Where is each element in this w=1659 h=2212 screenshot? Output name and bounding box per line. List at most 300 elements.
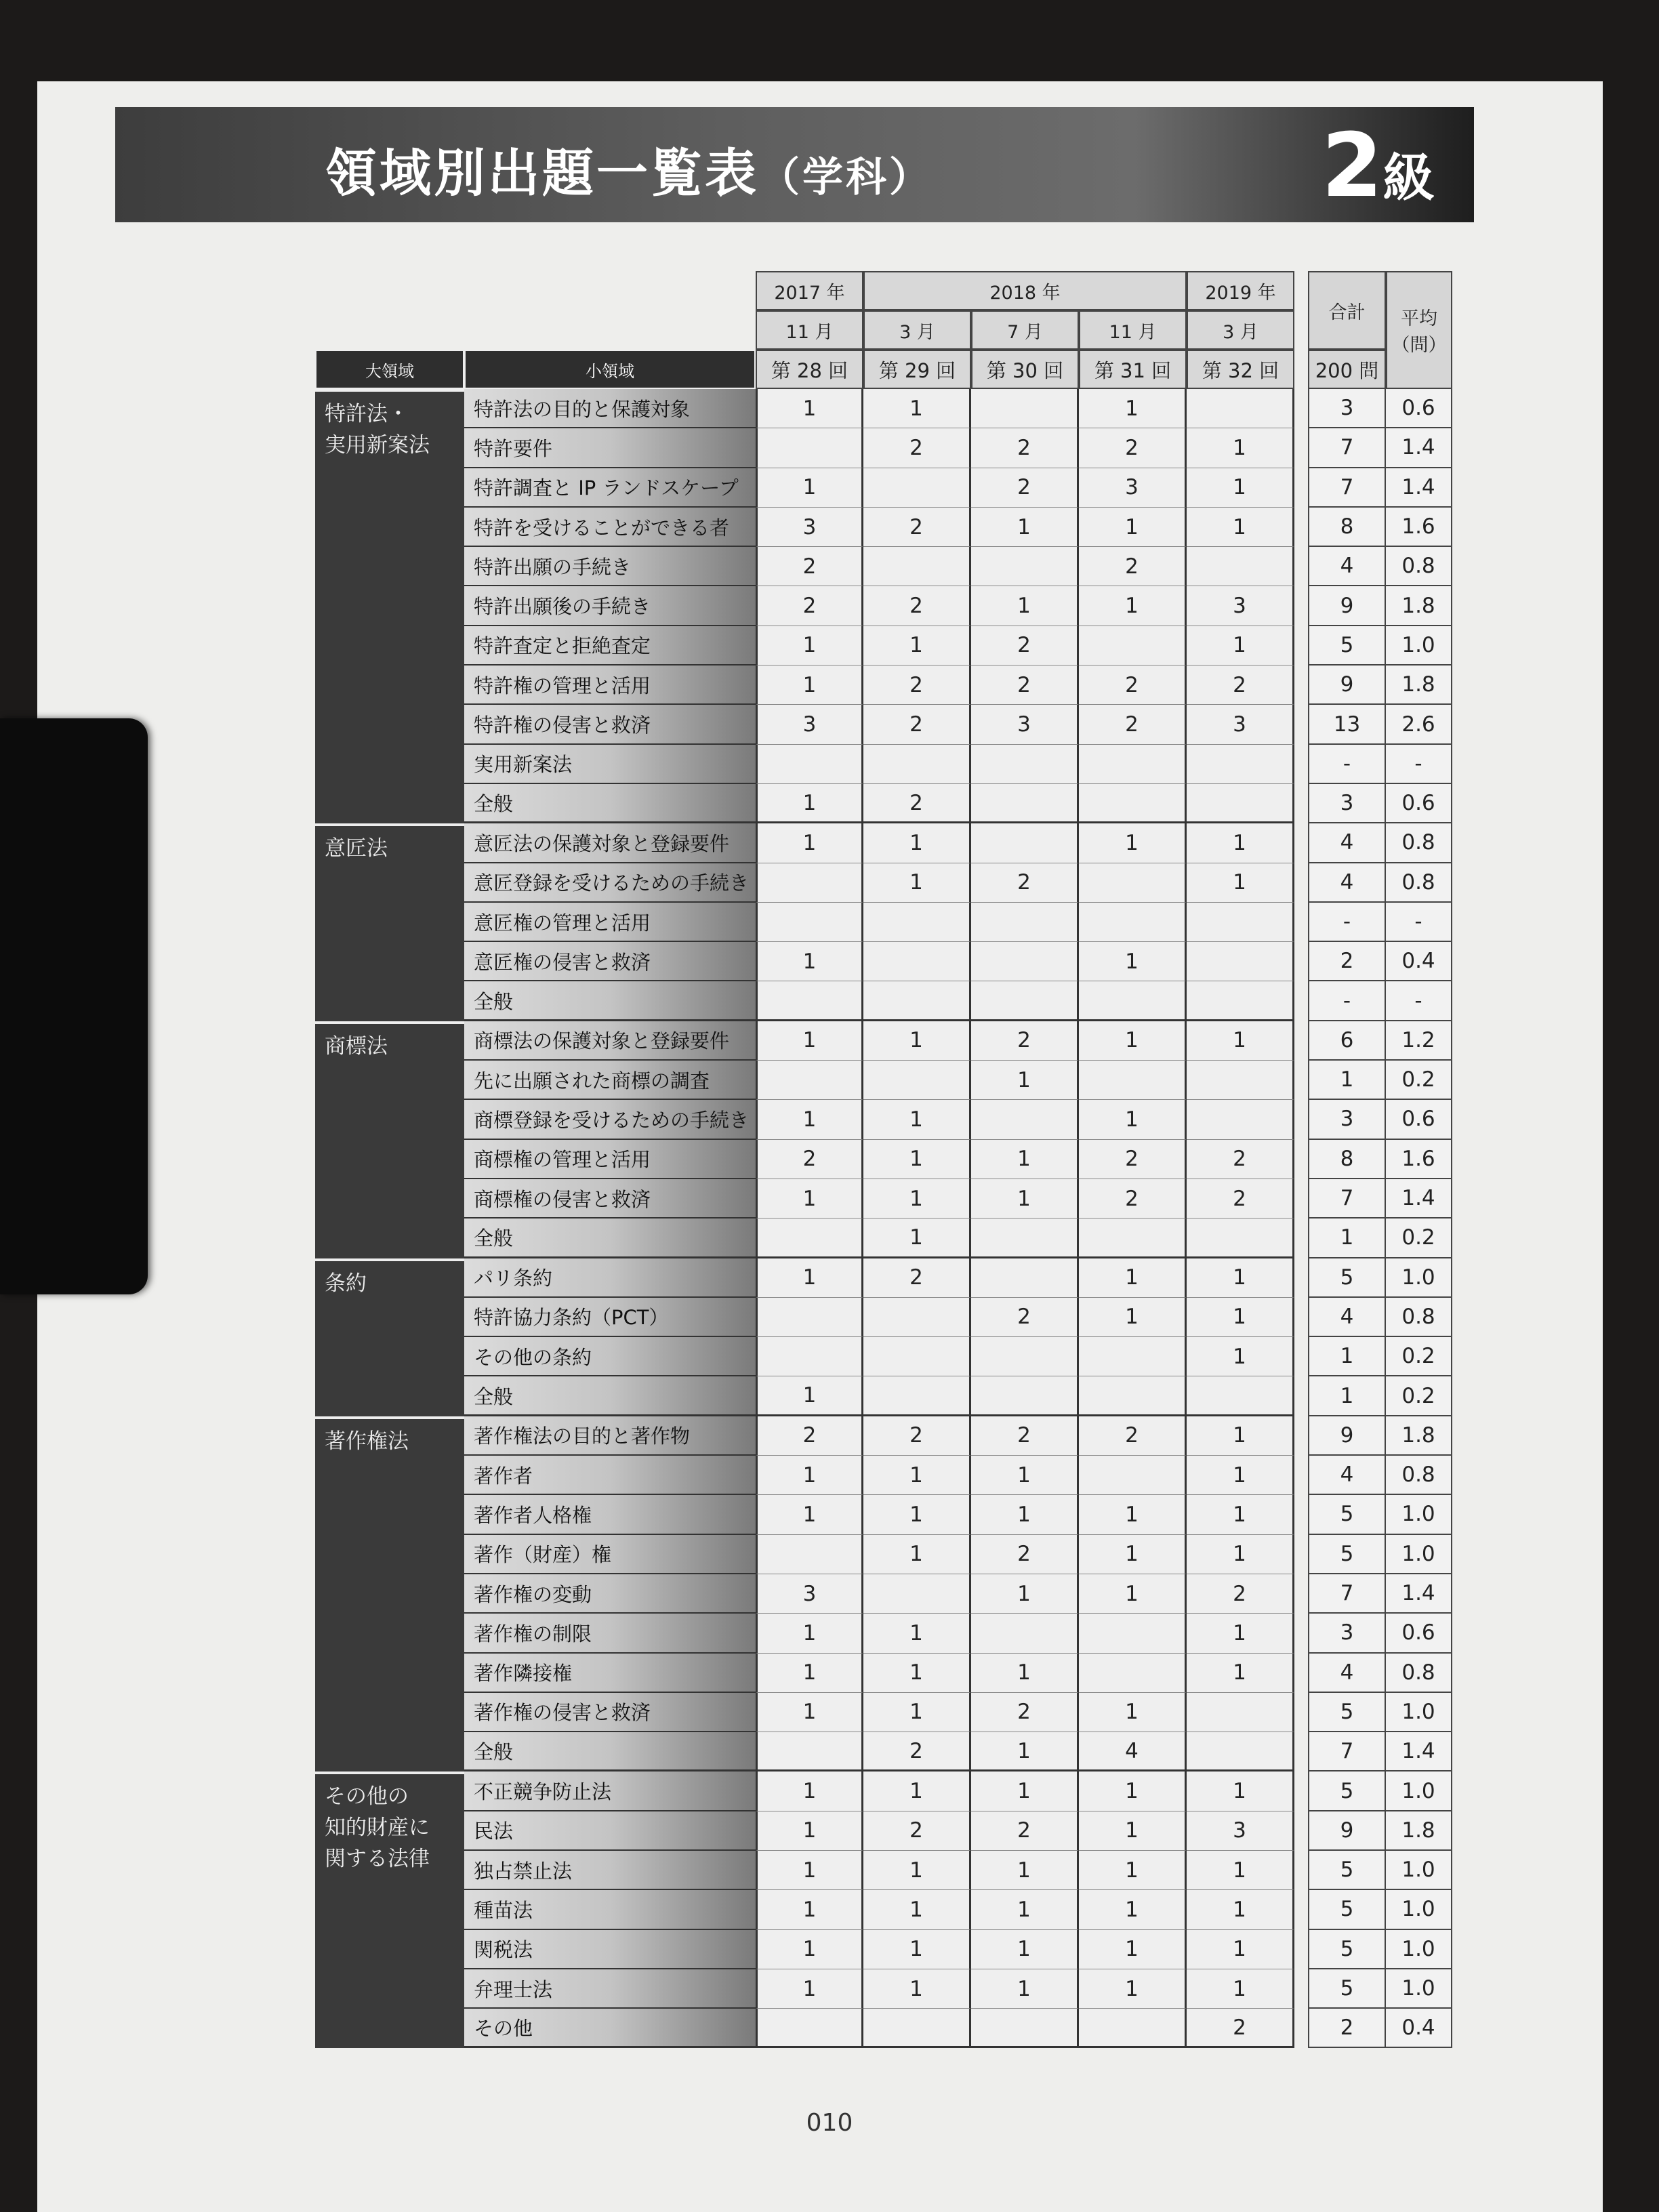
session-count-cell — [756, 1218, 863, 1258]
session-count-cell: 1 — [1079, 823, 1187, 863]
average-cell: 1.8 — [1386, 665, 1452, 705]
session-count-cell: 1 — [1187, 1771, 1294, 1811]
average-cell: 0.8 — [1386, 863, 1452, 903]
session-count-cell: 1 — [756, 1969, 863, 2009]
session-count-cell: 1 — [971, 1179, 1079, 1218]
minor-domain-label: 意匠権の侵害と救済 — [464, 942, 756, 981]
session-count-cell: 1 — [971, 1495, 1079, 1534]
average-label: 平均 — [1401, 308, 1437, 329]
session-header: 第 28 回 — [756, 350, 863, 389]
session-count-cell — [971, 1614, 1079, 1653]
average-cell: 1.8 — [1386, 586, 1452, 626]
minor-domain-label: 特許法の目的と保護対象 — [464, 389, 756, 428]
session-count-cell: 1 — [971, 1771, 1079, 1811]
session-count-cell — [863, 2009, 971, 2048]
session-count-cell: 1 — [1187, 1495, 1294, 1534]
session-count-cell: 1 — [863, 1890, 971, 1929]
session-count-cell — [1187, 903, 1294, 942]
session-count-cell: 1 — [756, 942, 863, 981]
session-count-cell: 1 — [756, 389, 863, 428]
session-count-cell — [971, 1337, 1079, 1376]
total-questions: 200 問 — [1308, 350, 1386, 389]
session-count-cell: 1 — [756, 784, 863, 823]
total-cell: 4 — [1308, 1456, 1386, 1495]
session-count-cell: 2 — [756, 1416, 863, 1456]
session-count-cell: 2 — [1079, 665, 1187, 705]
session-count-cell: 2 — [971, 1298, 1079, 1337]
minor-domain-label: 著作権法の目的と著作物 — [464, 1416, 756, 1456]
session-header: 第 31 回 — [1079, 350, 1187, 389]
total-cell: 9 — [1308, 665, 1386, 705]
average-cell: 1.8 — [1386, 1811, 1452, 1851]
session-count-cell — [863, 547, 971, 586]
average-cell: - — [1386, 745, 1452, 784]
average-cell: 0.8 — [1386, 1654, 1452, 1693]
session-count-cell: 1 — [971, 1930, 1079, 1969]
session-count-cell: 1 — [756, 1258, 863, 1298]
average-cell: 1.6 — [1386, 1140, 1452, 1179]
session-count-cell: 2 — [1079, 547, 1187, 586]
session-count-cell — [756, 903, 863, 942]
page-number: 010 — [806, 2109, 853, 2137]
session-count-cell: 1 — [1079, 1535, 1187, 1574]
session-count-cell: 1 — [971, 1890, 1079, 1929]
session-count-cell: 1 — [756, 1100, 863, 1139]
session-count-cell: 3 — [756, 705, 863, 744]
minor-domain-label: 特許要件 — [464, 428, 756, 468]
session-count-cell — [1187, 942, 1294, 981]
total-cell: 2 — [1308, 942, 1386, 981]
session-count-cell: 1 — [863, 1535, 971, 1574]
session-count-cell: 3 — [1079, 468, 1187, 508]
total-cell: 5 — [1308, 1495, 1386, 1534]
session-count-cell: 1 — [1079, 942, 1187, 981]
session-count-cell — [1187, 745, 1294, 784]
major-domain-label: 著作権法 — [315, 1416, 464, 1772]
total-cell: 5 — [1308, 1693, 1386, 1732]
session-count-cell: 1 — [1187, 468, 1294, 508]
session-count-cell: 1 — [971, 1061, 1079, 1100]
session-count-cell: 1 — [756, 1693, 863, 1732]
session-count-cell: 1 — [971, 586, 1079, 626]
minor-domain-label: 独占禁止法 — [464, 1851, 756, 1890]
average-cell: 0.6 — [1386, 389, 1452, 428]
average-cell: 1.2 — [1386, 1021, 1452, 1061]
minor-domain-label: 全般 — [464, 1218, 756, 1258]
session-count-cell — [756, 981, 863, 1021]
session-count-cell: 1 — [1079, 1298, 1187, 1337]
session-count-cell — [1079, 626, 1187, 665]
session-count-cell: 1 — [756, 1930, 863, 1969]
minor-domain-label: 全般 — [464, 981, 756, 1021]
session-count-cell: 2 — [756, 586, 863, 626]
session-count-cell — [971, 784, 1079, 823]
session-count-cell: 1 — [1187, 863, 1294, 903]
minor-domain-label: その他 — [464, 2009, 756, 2048]
session-count-cell: 1 — [1079, 1811, 1187, 1851]
minor-domain-label: 特許調査と IP ランドスケープ — [464, 468, 756, 508]
session-count-cell: 1 — [971, 1732, 1079, 1771]
session-count-cell — [971, 903, 1079, 942]
session-count-cell: 1 — [863, 626, 971, 665]
session-count-cell: 4 — [1079, 1732, 1187, 1771]
session-count-cell: 3 — [1187, 1811, 1294, 1851]
session-count-cell — [1079, 1456, 1187, 1495]
average-cell: 1.4 — [1386, 468, 1452, 508]
session-count-cell: 2 — [971, 1535, 1079, 1574]
average-unit: （問） — [1391, 335, 1447, 356]
year-2017: 2017 年 — [756, 271, 863, 310]
page-title — [325, 132, 933, 206]
minor-domain-label: 著作者 — [464, 1456, 756, 1495]
total-cell: 5 — [1308, 1258, 1386, 1298]
average-cell: 1.0 — [1386, 1535, 1452, 1574]
session-count-cell: 2 — [863, 1811, 971, 1851]
session-count-cell: 1 — [1187, 1969, 1294, 2009]
minor-domain-label: 民法 — [464, 1811, 756, 1851]
session-count-cell — [863, 1574, 971, 1614]
month-header: 3 月 — [1187, 310, 1294, 350]
session-count-cell — [863, 903, 971, 942]
session-count-cell: 1 — [971, 508, 1079, 547]
major-domain-label: 特許法・ 実用新案法 — [315, 389, 464, 823]
total-cell: 13 — [1308, 705, 1386, 744]
session-count-cell: 2 — [756, 547, 863, 586]
session-count-cell — [863, 745, 971, 784]
minor-domain-label: 特許出願の手続き — [464, 547, 756, 586]
average-cell: 0.8 — [1386, 823, 1452, 863]
total-cell: 3 — [1308, 1614, 1386, 1653]
session-count-cell — [1187, 981, 1294, 1021]
average-cell: 0.2 — [1386, 1337, 1452, 1376]
session-count-cell: 1 — [756, 1851, 863, 1890]
session-count-cell: 1 — [971, 1969, 1079, 2009]
session-count-cell: 2 — [1187, 2009, 1294, 2048]
session-count-cell — [1079, 863, 1187, 903]
session-count-cell: 2 — [1079, 1416, 1187, 1456]
session-count-cell: 1 — [1079, 1771, 1187, 1811]
session-count-cell: 1 — [1187, 1258, 1294, 1298]
minor-domain-label: 著作者人格権 — [464, 1495, 756, 1534]
session-count-cell — [971, 389, 1079, 428]
minor-domain-label: 特許を受けることができる者 — [464, 508, 756, 547]
session-count-cell: 1 — [756, 1021, 863, 1061]
average-cell: 0.6 — [1386, 1100, 1452, 1139]
minor-domain-label: 著作隣接権 — [464, 1654, 756, 1693]
major-domain-label: その他の 知的財産に 関する法律 — [315, 1771, 464, 2048]
session-count-cell — [863, 981, 971, 1021]
session-count-cell — [1079, 745, 1187, 784]
session-count-cell — [756, 2009, 863, 2048]
total-cell: 7 — [1308, 1732, 1386, 1771]
session-count-cell: 2 — [1079, 1140, 1187, 1179]
total-cell: 9 — [1308, 1416, 1386, 1456]
session-count-cell: 2 — [756, 1140, 863, 1179]
minor-domain-label: 全般 — [464, 1376, 756, 1416]
session-count-cell: 1 — [756, 665, 863, 705]
minor-domain-label: 商標権の管理と活用 — [464, 1140, 756, 1179]
session-count-cell: 2 — [863, 1258, 971, 1298]
average-cell: 0.8 — [1386, 547, 1452, 586]
session-count-cell: 2 — [1079, 705, 1187, 744]
year-2018: 2018 年 — [863, 271, 1187, 310]
session-count-cell — [971, 942, 1079, 981]
month-header: 11 月 — [1079, 310, 1187, 350]
average-cell: 1.0 — [1386, 1930, 1452, 1969]
month-header: 3 月 — [863, 310, 971, 350]
session-count-cell: 1 — [756, 1811, 863, 1851]
session-count-cell: 1 — [1187, 1614, 1294, 1653]
session-count-cell: 1 — [1079, 1851, 1187, 1890]
average-cell: 1.6 — [1386, 508, 1452, 547]
session-count-cell: 1 — [1187, 428, 1294, 468]
total-cell: 7 — [1308, 1179, 1386, 1218]
session-count-cell: 1 — [756, 1495, 863, 1534]
session-count-cell — [1079, 903, 1187, 942]
session-count-cell: 1 — [1187, 1535, 1294, 1574]
session-count-cell: 2 — [863, 665, 971, 705]
session-count-cell — [1187, 1376, 1294, 1416]
session-count-cell: 1 — [863, 1218, 971, 1258]
session-count-cell: 1 — [1187, 1337, 1294, 1376]
session-count-cell — [863, 1376, 971, 1416]
session-count-cell: 2 — [971, 863, 1079, 903]
session-count-cell: 1 — [1187, 823, 1294, 863]
session-count-cell: 1 — [1079, 1930, 1187, 1969]
session-count-cell — [971, 1100, 1079, 1139]
minor-domain-label: 意匠法の保護対象と登録要件 — [464, 823, 756, 863]
minor-domain-label: 実用新案法 — [464, 745, 756, 784]
session-count-cell: 1 — [756, 1614, 863, 1653]
session-count-cell: 3 — [1187, 586, 1294, 626]
session-count-cell: 1 — [1079, 1574, 1187, 1614]
total-cell: 3 — [1308, 389, 1386, 428]
minor-domain-label: 商標登録を受けるための手続き — [464, 1100, 756, 1139]
average-cell: 0.2 — [1386, 1061, 1452, 1100]
total-cell: 3 — [1308, 1100, 1386, 1139]
total-cell: 5 — [1308, 1969, 1386, 2009]
session-count-cell — [1079, 1376, 1187, 1416]
total-cell: 4 — [1308, 547, 1386, 586]
grade-label — [1322, 114, 1434, 217]
minor-domain-label: パリ条約 — [464, 1258, 756, 1298]
session-count-cell: 1 — [756, 1179, 863, 1218]
session-count-cell: 1 — [863, 863, 971, 903]
total-cell: 5 — [1308, 626, 1386, 665]
total-cell: 7 — [1308, 1574, 1386, 1614]
session-count-cell: 1 — [1079, 1021, 1187, 1061]
session-count-cell: 1 — [756, 1376, 863, 1416]
session-count-cell: 2 — [863, 705, 971, 744]
average-cell: 0.4 — [1386, 942, 1452, 981]
session-count-cell: 2 — [1187, 665, 1294, 705]
session-count-cell — [1079, 1654, 1187, 1693]
session-count-cell — [1079, 981, 1187, 1021]
minor-domain-label: 不正競争防止法 — [464, 1771, 756, 1811]
average-cell: - — [1386, 903, 1452, 942]
average-cell: 0.2 — [1386, 1218, 1452, 1258]
session-count-cell — [971, 1258, 1079, 1298]
session-count-cell — [1187, 784, 1294, 823]
session-count-cell: 1 — [756, 1456, 863, 1495]
session-count-cell: 2 — [971, 665, 1079, 705]
book-clip — [0, 718, 148, 1294]
session-count-cell — [756, 863, 863, 903]
total-cell: 5 — [1308, 1851, 1386, 1890]
session-count-cell — [971, 981, 1079, 1021]
session-count-cell — [1187, 1732, 1294, 1771]
session-count-cell: 1 — [863, 1021, 971, 1061]
average-header — [1386, 271, 1452, 389]
total-cell: - — [1308, 745, 1386, 784]
total-cell: 1 — [1308, 1218, 1386, 1258]
session-count-cell: 1 — [756, 626, 863, 665]
minor-domain-label: 特許協力条約（PCT） — [464, 1298, 756, 1337]
major-domain-label: 商標法 — [315, 1021, 464, 1258]
session-count-cell — [1079, 784, 1187, 823]
session-count-cell: 1 — [1187, 1890, 1294, 1929]
minor-domain-label: 商標権の侵害と救済 — [464, 1179, 756, 1218]
minor-domain-label: 著作権の侵害と救済 — [464, 1693, 756, 1732]
session-count-cell: 2 — [863, 784, 971, 823]
total-cell: 5 — [1308, 1771, 1386, 1811]
session-count-cell — [1187, 1218, 1294, 1258]
total-cell: 4 — [1308, 863, 1386, 903]
session-count-cell: 1 — [863, 1179, 971, 1218]
average-cell: 0.6 — [1386, 1614, 1452, 1653]
session-count-cell — [863, 942, 971, 981]
session-count-cell: 1 — [1187, 1851, 1294, 1890]
session-count-cell: 1 — [863, 823, 971, 863]
session-count-cell: 2 — [1079, 1179, 1187, 1218]
session-count-cell: 1 — [1079, 1693, 1187, 1732]
session-count-cell — [1187, 547, 1294, 586]
average-cell: 1.4 — [1386, 1574, 1452, 1614]
session-count-cell — [863, 1061, 971, 1100]
month-header: 11 月 — [756, 310, 863, 350]
minor-domain-label: 商標法の保護対象と登録要件 — [464, 1021, 756, 1061]
minor-domain-label: 全般 — [464, 1732, 756, 1771]
session-count-cell: 1 — [1079, 508, 1187, 547]
session-count-cell: 1 — [1187, 626, 1294, 665]
average-cell: 2.6 — [1386, 705, 1452, 744]
minor-domain-label: 著作（財産）権 — [464, 1535, 756, 1574]
minor-domain-label: 著作権の変動 — [464, 1574, 756, 1614]
total-cell: 9 — [1308, 586, 1386, 626]
session-count-cell — [1079, 1218, 1187, 1258]
session-count-cell: 1 — [1079, 389, 1187, 428]
total-cell: 5 — [1308, 1890, 1386, 1929]
average-cell: 1.4 — [1386, 428, 1452, 468]
minor-domain-label: 種苗法 — [464, 1890, 756, 1929]
average-cell: 1.0 — [1386, 1890, 1452, 1929]
session-count-cell: 1 — [1187, 1930, 1294, 1969]
session-count-cell: 2 — [971, 1811, 1079, 1851]
session-count-cell — [1079, 1061, 1187, 1100]
session-count-cell: 1 — [863, 1100, 971, 1139]
minor-domain-label: その他の条約 — [464, 1337, 756, 1376]
average-cell: 1.0 — [1386, 1969, 1452, 2009]
major-domain-label: 条約 — [315, 1258, 464, 1416]
total-cell: 5 — [1308, 1930, 1386, 1969]
session-count-cell — [971, 823, 1079, 863]
session-count-cell — [971, 1218, 1079, 1258]
session-count-cell: 2 — [863, 586, 971, 626]
session-count-cell: 1 — [863, 1654, 971, 1693]
total-cell: 4 — [1308, 1298, 1386, 1337]
session-count-cell: 1 — [971, 1574, 1079, 1614]
major-domain-label: 意匠法 — [315, 823, 464, 1021]
session-count-cell — [971, 2009, 1079, 2048]
average-cell: 1.0 — [1386, 626, 1452, 665]
session-count-cell: 2 — [1187, 1179, 1294, 1218]
session-count-cell — [971, 745, 1079, 784]
average-cell: 1.8 — [1386, 1416, 1452, 1456]
total-cell: - — [1308, 903, 1386, 942]
session-count-cell — [1187, 1100, 1294, 1139]
session-count-cell: 2 — [863, 508, 971, 547]
total-cell: 3 — [1308, 784, 1386, 823]
total-cell: 1 — [1308, 1376, 1386, 1416]
session-header: 第 29 回 — [863, 350, 971, 389]
session-count-cell — [1079, 2009, 1187, 2048]
average-cell: 1.0 — [1386, 1771, 1452, 1811]
session-count-cell: 2 — [863, 428, 971, 468]
session-count-cell — [756, 428, 863, 468]
average-cell: 0.8 — [1386, 1298, 1452, 1337]
session-count-cell: 2 — [1187, 1140, 1294, 1179]
grade-unit: 級 — [1382, 148, 1435, 208]
total-cell: 4 — [1308, 823, 1386, 863]
session-count-cell: 1 — [863, 1771, 971, 1811]
session-count-cell — [971, 1376, 1079, 1416]
average-cell: 1.0 — [1386, 1495, 1452, 1534]
session-count-cell: 1 — [1187, 1298, 1294, 1337]
total-cell: 6 — [1308, 1021, 1386, 1061]
total-cell: 8 — [1308, 508, 1386, 547]
minor-domain-label: 全般 — [464, 784, 756, 823]
session-count-cell: 1 — [1079, 1100, 1187, 1139]
session-count-cell: 1 — [863, 389, 971, 428]
session-count-cell: 2 — [971, 428, 1079, 468]
session-count-cell: 1 — [756, 1654, 863, 1693]
session-count-cell: 3 — [756, 1574, 863, 1614]
session-count-cell: 1 — [1187, 1456, 1294, 1495]
session-count-cell: 2 — [1079, 428, 1187, 468]
average-cell: 1.0 — [1386, 1258, 1452, 1298]
session-count-cell — [863, 468, 971, 508]
major-domain-header: 大領域 — [315, 350, 464, 389]
total-cell: 5 — [1308, 1535, 1386, 1574]
grade-number: 2 — [1322, 114, 1383, 217]
question-table — [315, 271, 1452, 2048]
total-cell: - — [1308, 981, 1386, 1021]
minor-domain-label: 関税法 — [464, 1930, 756, 1969]
minor-domain-header: 小領域 — [464, 350, 756, 389]
minor-domain-label: 著作権の制限 — [464, 1614, 756, 1653]
session-count-cell — [756, 745, 863, 784]
session-count-cell: 1 — [1187, 1416, 1294, 1456]
minor-domain-label: 意匠権の管理と活用 — [464, 903, 756, 942]
session-count-cell — [756, 1337, 863, 1376]
session-count-cell: 1 — [1079, 1495, 1187, 1534]
average-cell: 1.4 — [1386, 1179, 1452, 1218]
session-count-cell: 1 — [863, 1140, 971, 1179]
minor-domain-label: 特許権の侵害と救済 — [464, 705, 756, 744]
session-header: 第 32 回 — [1187, 350, 1294, 389]
session-count-cell: 1 — [863, 1495, 971, 1534]
session-count-cell: 3 — [756, 508, 863, 547]
